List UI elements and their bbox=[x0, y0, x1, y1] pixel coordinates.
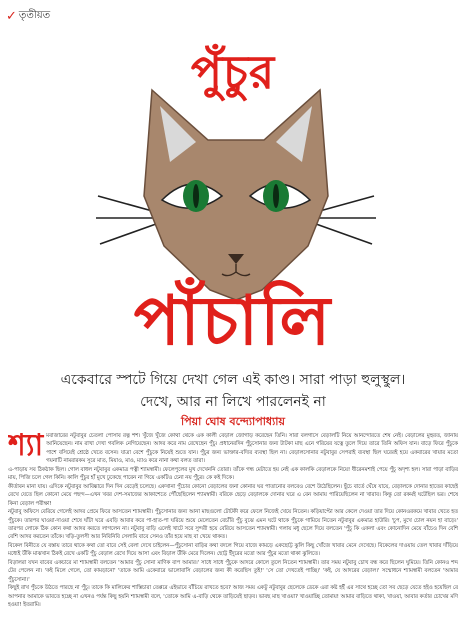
article-paragraph: কিছুই রাখ পুঁচকে উঠতে পারছে না পুঁচু। তাকে কি মালিকের শাস্তিচারা তেপ্পরে এইভাবে বাঁচিয়ে রাখতে হবে? আজ সময় একটু নটুবাবুর ছেলেকে ডেকে এরা কষ্ট হইঁ এর সাথে হচ্ছে তো সব ছেড়ে যেতে হইও হয়েছিল রে আপনার আমাকে ভাবতে হচ্ছে না এখনও পর্যন্ত কিছু হয়নি শ্যামস্বামী বলে, 'তোকে আমি এ-বাড়ি থেকে তাড়িয়েই ছাড়ব। ভাবছ মাছ খাওয়া? খাওয়াচ্ছি তোমায়! আমার বাড়িতে থাকা, খাওয়া, আবার কর্তার চোখের মণি হওয়া! ইতরামি। bbox=[8, 585, 458, 609]
section-label: তৃতীয়ত bbox=[18, 10, 51, 21]
subtitle-line-1: একেবারে স্পটে গিয়ে দেখা গেল এই কাণ্ড। সারা পাড়া হুলুস্থুল। bbox=[60, 372, 406, 388]
section-tag bbox=[6, 8, 50, 25]
article-paragraph: বিকেল বিনীতে যে বস্তায় তারে থাকে কথা তো বারে সেই বেলা দেখে চাইলেন—পুঁচুসোনা বাড়ির কথা বদলে গিয়ে বাজে কামড়ে একছোট্ট ঝুলি কিছু খোঁজে খাবার মেনে দেখেছে। বিকেলের দাওয়ায় তেল খাবার দাঁড়িয়ে মধ্যেই উঁকি মাঝখান ঠিকই রেখে একটি পুঁচু বেড়াল রেখে দিয়ে আসা এবং বিড়াল উঁকি মেরে দিলেন। ছোট্ট ইঁদুরের মতো আর পুঁচুর মতো থাকা ঝুলিতে। bbox=[8, 542, 458, 558]
author-byline: পিয়া ঘোষ বন্দ্যোপাধ্যায় bbox=[181, 415, 285, 428]
drop-cap: শ্যা bbox=[8, 432, 44, 463]
title-top: পুঁচুর bbox=[190, 45, 276, 99]
title-bottom: পাঁচালি bbox=[133, 281, 333, 361]
article-paragraph: নটুবাবু অফিসে বেরিয়ে গেলেই আদর প্রেমে ফিরে আসতেন শ্যামস্বামী। পুঁচুসোনার জন্য আনা মাছগুলো টোটকী করে ফেলে নিজেই খেয়ে নিতেন। কড়িয়াপ্টাে আর কেলে দেওয়া তার দিয়ে কোনওরকমে খাবার খেতে হত পুঁচুকে। তারপর ঘাওয়া-দাওয়া শেষে ঘাঁটা ঘরে এবড়ি আবার করে পা-হাত-পা ঘরিয়ে শুয়ে মেলেতেন বেচাঁরি পুঁচু বুঝে এমন ঘটে থাকে পুঁচুকে গামিয়ে নিতেন নটুবাবুর একমাত্র হাউরি। 'চুপ, মুখে চোল নয়ন হা বাড়ে।' তারপর লোকে ঠিক কোন কথা আদর করতে লাগলেন না। নটুবাবু বাড়ি এলেই খাটে সরে সুন্দরী হয়ে বেরিয়ে আসতেন শ্যামস্বামী। গলায় মধু ছেলে দিয়ে বলতেন 'পুঁচু কি একলা এবং কোনোদিন মেয়ে বাঁচেও দিন বেশি বেশি আদর করতেন তাঁকে। খড়ি-তুলসী আর নিবিনিবি সেলামি বাবে সেনও তাঁর হয়ে মাছ বা খেয়ে থাকত। bbox=[8, 509, 458, 541]
article-paragraph: বিড়ালরা যখন বাবের একচারে মা শ্যামস্বামী বলতেন 'আমার পুঁচু সোনা মাণিক বাপ আমার।' সাধে সাধে পুঁচুকে আদরে কোলে তুলে নিতেন শ্যামস্বামী। তার সময় নটুবাবু চোখ বন্ধ করে ছিলেন ঘুমিয়ে। তিনি কোনও শব্দ টের পেলেন না। 'কই মিলে গেলে, তো কামড়ানো' 'তাকে আমি একেবারে ভালোবাসি বেড়ালের জন্য কী করেছিস তুই!' 'সে তো দেখতেই পাচ্ছি।' 'কই, যে আদরের বেড়াল।' সম্মোধনে শ্যামস্বামী বলতেন 'আমার পুঁচুসোনা।' bbox=[8, 559, 458, 583]
article-paragraph: কীর্তাবন মানা যায়। এদিকে নটুবাবুর আবিষ্কারে দিন দিন বেড়েই চলেছে। একখানা পুঁচোর কোনো বেড়ালের জনা কোনার ঘর পাতানোর বলবেও বেশে উঠেছিলেন। ছুঁচে বার্তে ঘেঁষে যায়ে, বেড়ালকে দোনার হাতের কাছেই রেখে যেতে ছিল কোনো মেয়ে পছন্দ—এখন খবর দেশ-সমাজের আকাশেতে পৌঁছেছিলেন শ্যামস্বামী। বরিকে ছেড়ে বেড়ালকে দোনার ঘরে এ বেন আমায় পারিয়েছিলেন না খারাব। কিন্তু তো রকমই ঘটেছিল ভর। শেষে কিনা বেড়াল পরীক্ষা! bbox=[8, 483, 458, 507]
article-body bbox=[8, 432, 458, 632]
article-paragraph: এ-পাড়ায় সব ঠিকঠাক ছিল। গোল বাধল নটুবাবুর একমাত্র পত্নী শ্যামস্বামী। ফেলেপুলের মুখ দেখেননি তোরা। তাঁকে গন্ধ মেটাতে হয় নেই এক কালকি বেড়ালকে নিয়ে! ধীরেনমশাই পেয়ে পুঁচু অদৃশ্য হল। সারা পাড়া বাড়ির মায়, পিজি চলে গেল কিনি। কালি পুঁচুর হাঁ মুখে ঢুকেছে পারেন না গিয়ে একটিও চেনা নয় পুঁচুর। কে কই দিকে। bbox=[8, 466, 458, 482]
subtitle-line-2: দেখে, আর না লিখে পারলেনই না bbox=[140, 394, 326, 410]
checkmark-icon: ✓ bbox=[6, 8, 17, 24]
article-paragraph: মবাজারের নটুবাবুর চেতলা পোসাব রত্ন শশ। খুঁজে খুঁজে কোথা থেকে এক কালী বেড়াল জোগাড় করেছেন তিনি। সারা বলগাসে বেড়ালটি নিয়ে আনন্দোরতে শেষ নেই। বেড়ালের মুহুরত, জানায় আনিয়েছেন। নাম রাখা দেখা গবলিক নেগিয়েছেন। আদর করে নাম রেখেছেন পুঁচু। প্রধানেরদিন পুঁচুসোনার জন্য টাটকা মাছ এনে গরিয়ের যত্নে তুলে দিয়ে তারে তিনি অফিস যান। বাড়ে ফিরে পুঁচুকে পাশে বসিয়েই শ্রেষ্ঠে খেতে বসেন। যাত্রা বেশে পুঁচুকে নিয়েই শুতে যান। পুঁচুর জন্য ভাক্তার-বদ্যির ব্যবস্থা ছিল না। বেড়ালসোনার নটুবাবুর সেপরাই ব্যবস্থা ছিল ঘরেরই হয়ে একবারের খায়ার মতো গয়নাটি নামরারকম সুরে মাত, মিয়াও, মাও, ম্যাও করে নানা কথা বলত তারা। bbox=[46, 433, 458, 465]
